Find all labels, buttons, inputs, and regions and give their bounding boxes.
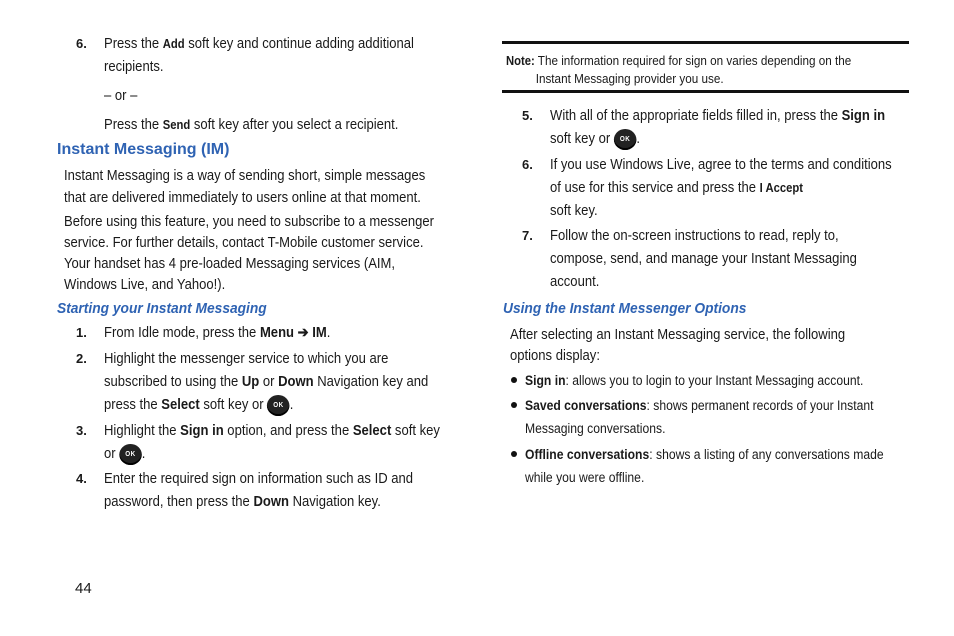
- step-line: subscribed to using the Up or Down Navigation key and: [104, 374, 429, 390]
- step-number: 2.: [76, 351, 87, 366]
- step-number: 6.: [76, 36, 87, 51]
- step-number: 4.: [76, 471, 87, 486]
- note-label: Note:: [506, 54, 535, 68]
- paragraph-intro: Instant Messaging is a way of sending short, simple messages that are delivered immediately to users online at that moment.: [64, 168, 426, 206]
- step-number: 6.: [522, 157, 533, 172]
- note-text: Note: The information required for sign on varies depending on the Instant Messaging provider you use.: [506, 53, 852, 86]
- step-line: Press the Send soft key after you select a recipient.: [104, 117, 399, 133]
- step-line: password, then press the Down Navigation key.: [104, 494, 381, 510]
- subsection-heading-options: Using the Instant Messenger Options: [503, 301, 747, 317]
- step-line: recipients.: [104, 59, 164, 75]
- note-box: [502, 41, 909, 93]
- bullet-dot: [511, 402, 517, 408]
- step-line: or OK .: [104, 443, 440, 466]
- step-line: soft key or OK .: [550, 128, 885, 151]
- step-line: Highlight the Sign in option, and press the Select soft key: [104, 423, 440, 439]
- step-number: 5.: [522, 108, 533, 123]
- step-line: Enter the required sign on information such as ID and: [104, 471, 414, 487]
- step-line: With all of the appropriate fields filled in, press the Sign in: [550, 108, 886, 124]
- ok-key-icon: OK: [267, 395, 290, 416]
- page-number: 44: [75, 580, 92, 597]
- step-line: of use for this service and press the I Accept: [550, 180, 803, 196]
- bullet-dot: [511, 377, 517, 383]
- step-line: account.: [550, 274, 600, 290]
- ok-key-icon: OK: [614, 129, 637, 150]
- paragraph-options-intro: After selecting an Instant Messaging service, the following options display:: [510, 327, 846, 364]
- step-line: Highlight the messenger service to which you are: [104, 351, 389, 367]
- step-line: soft key.: [550, 203, 598, 219]
- or-separator: – or –: [104, 88, 138, 104]
- step-line: Follow the on-screen instructions to read, reply to,: [550, 228, 839, 244]
- step-number: 1.: [76, 325, 87, 340]
- section-heading: Instant Messaging (IM): [57, 141, 230, 158]
- subsection-heading: Starting your Instant Messaging: [57, 301, 267, 317]
- ok-key-icon: OK: [119, 444, 142, 465]
- step-line: From Idle mode, press the Menu ➔ IM.: [104, 325, 331, 341]
- step-number: 7.: [522, 228, 533, 243]
- step-number: 3.: [76, 423, 87, 438]
- paragraph-subscribe: Before using this feature, you need to subscribe to a messenger service. For further details, contact T-Mobile customer service. Your handset has 4 pre-loaded Messaging services (AIM, Windows Live, and Yahoo!).: [64, 214, 434, 293]
- step-line: Press the Add soft key and continue adding additional: [104, 36, 414, 52]
- bullet-dot: [511, 451, 517, 457]
- step-line: compose, send, and manage your Instant Messaging: [550, 251, 857, 267]
- step-line: If you use Windows Live, agree to the terms and conditions: [550, 157, 892, 173]
- step-line: press the Select soft key or OK .: [104, 394, 428, 417]
